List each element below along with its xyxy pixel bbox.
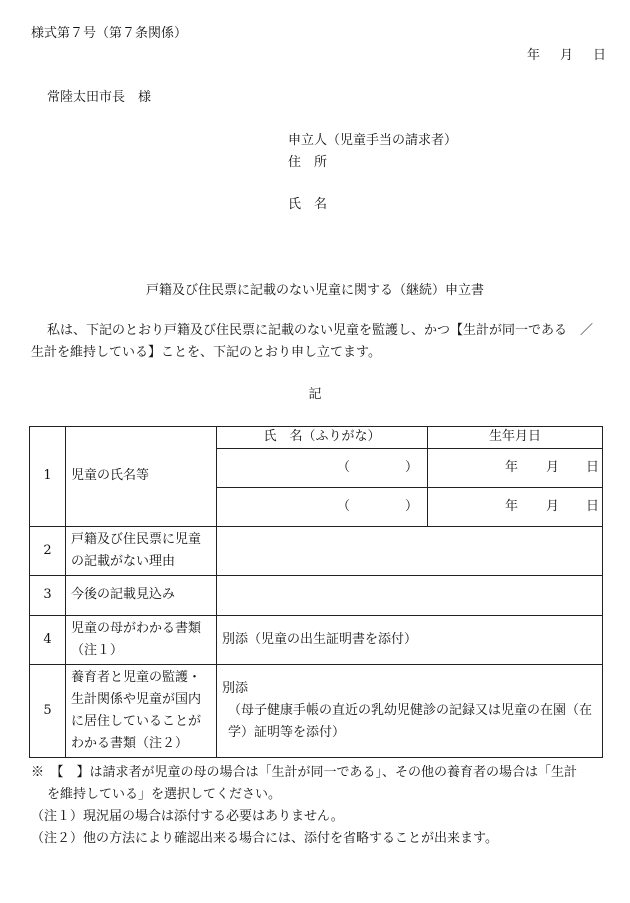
note-2: （注２）他の方法により確認出来る場合には、添付を省略することが出来ます。 (31, 831, 498, 846)
table-row (30, 665, 603, 758)
applicant-address-label: 住 所 (288, 155, 328, 170)
row-number: 4 (30, 616, 66, 665)
row-number: 1 (30, 427, 66, 527)
date-year: 年 (527, 48, 541, 63)
date-line (527, 48, 606, 65)
date-day: 日 (593, 48, 607, 63)
table-row (30, 576, 603, 616)
ki-heading: 記 (308, 387, 322, 402)
paren-close: ） (405, 460, 419, 475)
addressee: 常陸太田市長 様 (47, 90, 152, 105)
applicant-title: 申立人（児童手当の請求者） (288, 133, 458, 148)
row-content: 別添（児童の出生証明書を添付） (217, 616, 603, 665)
dob-day: 日 (586, 460, 600, 475)
row-number: 3 (30, 576, 66, 616)
statement-line2: 生計を維持している】ことを、下記のとおり申し立てます。 (31, 345, 381, 360)
dob-year: 年 (505, 499, 519, 514)
row-label: 今後の記載見込み (66, 576, 217, 616)
row-label: 戸籍及び住民票に児童の記載がない理由 (66, 527, 217, 576)
note-main-line1: ※ 【 】は請求者が児童の母の場合は「生計が同一である」、その他の養育者の場合は「生計 (31, 765, 578, 780)
row-content (217, 665, 603, 758)
statement-line1: 私は、下記のとおり戸籍及び住民票に記載のない児童を監護し、かつ【生計が同一である ／ (47, 323, 594, 338)
date-month: 月 (560, 48, 574, 63)
row-content-line2: （母子健康手帳の直近の乳幼児健診の記録又は児童の在園（在学）証明等を添付） (228, 703, 593, 740)
details-table (29, 426, 603, 758)
document-title: 戸籍及び住民票に記載のない児童に関する（継続）申立書 (145, 283, 484, 298)
applicant-name-label: 氏 名 (288, 197, 328, 212)
row-number: 5 (30, 665, 66, 758)
dob-month: 月 (546, 499, 560, 514)
paren-close: ） (405, 499, 419, 514)
paren-open: （ (337, 499, 351, 514)
row-label: 児童の氏名等 (66, 427, 217, 527)
row-label: 児童の母がわかる書類（注１） (66, 616, 217, 665)
dob-month: 月 (546, 460, 560, 475)
col-dob-header: 生年月日 (428, 427, 603, 449)
table-header-row (30, 427, 603, 449)
note-1: （注１）現況届の場合は添付する必要はありません。 (31, 809, 344, 824)
row-content-line1: 別添 (222, 681, 249, 696)
note-main-line2: を維持している」を選択してください。 (47, 787, 282, 802)
paren-open: （ (337, 460, 351, 475)
child-dob-field[interactable] (428, 488, 603, 527)
dob-year: 年 (505, 460, 519, 475)
row-number: 2 (30, 527, 66, 576)
row-label: 養育者と児童の監護・生計関係や児童が国内に居住していることがわかる書類（注２） (66, 665, 217, 758)
child-dob-field[interactable] (428, 449, 603, 488)
child-name-field[interactable] (217, 488, 428, 527)
row-content-field[interactable] (217, 576, 603, 616)
dob-day: 日 (586, 499, 600, 514)
form-number: 様式第７号（第７条関係） (31, 26, 188, 41)
row-content-field[interactable] (217, 527, 603, 576)
table-row (30, 616, 603, 665)
table-row (30, 527, 603, 576)
child-name-field[interactable] (217, 449, 428, 488)
col-name-header: 氏 名（ふりがな） (217, 427, 428, 449)
